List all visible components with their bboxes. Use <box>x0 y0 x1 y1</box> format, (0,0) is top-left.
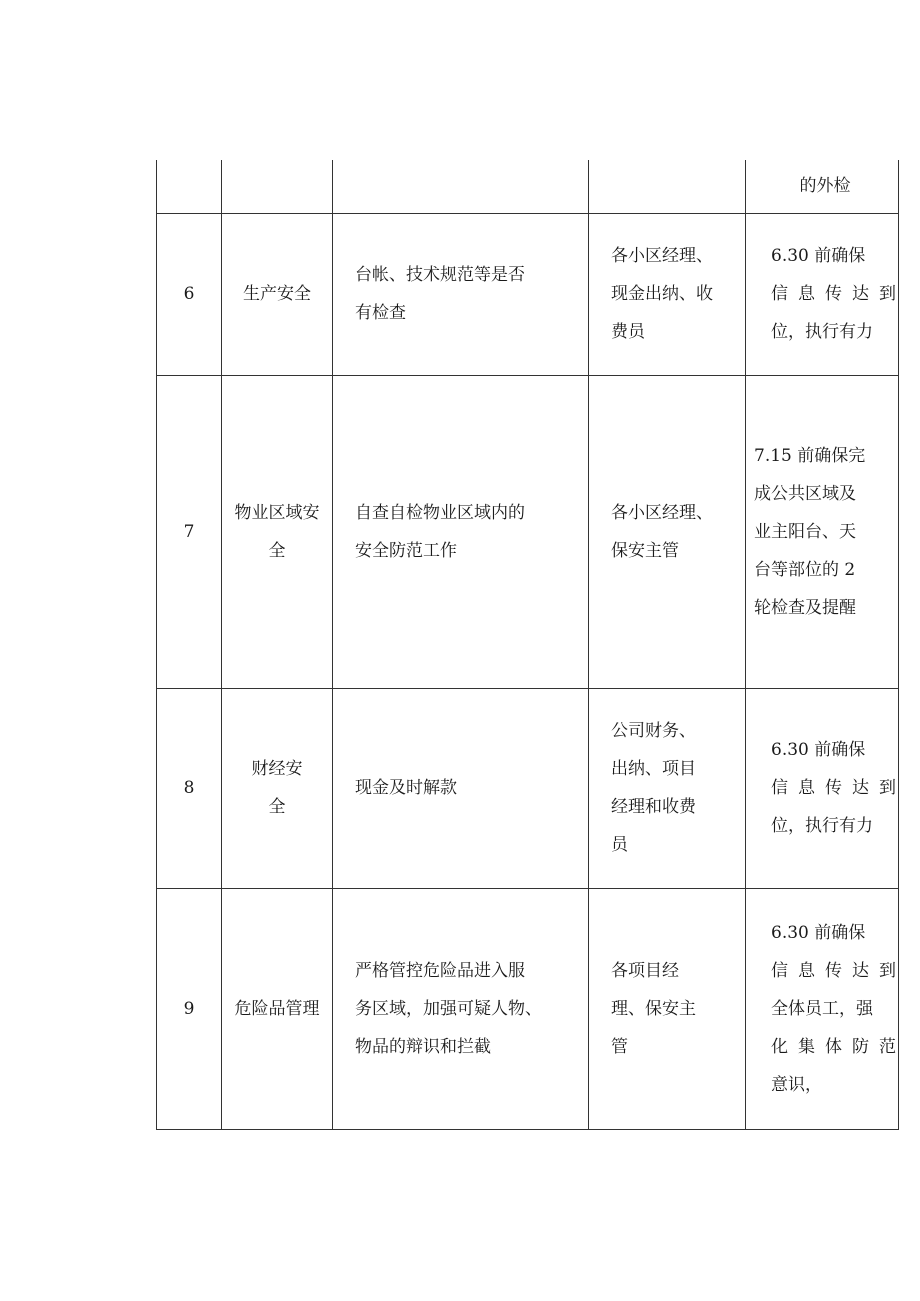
row-number: 6 <box>157 213 222 375</box>
responsible-line: 员 <box>611 835 628 855</box>
content-cell <box>333 213 589 375</box>
responsible-line: 保安主管 <box>611 540 679 561</box>
item-line: 危险品管理 <box>234 998 320 1019</box>
requirement-line: 台等部位的 2 <box>754 559 856 580</box>
responsible-cell <box>589 888 746 1129</box>
row-number: 9 <box>157 888 222 1129</box>
item-line: 生产安全 <box>243 284 311 304</box>
responsible-line: 各项目经 <box>611 960 679 981</box>
responsible-line: 理、保安主 <box>611 998 696 1019</box>
item-cell <box>222 375 333 688</box>
content-line: 台帐、技术规范等是否 <box>355 265 525 285</box>
content-cell <box>333 160 589 213</box>
item-line: 全 <box>268 540 286 561</box>
content-line: 自查自检物业区域内的 <box>355 502 525 523</box>
responsible-line: 出纳、项目 <box>611 759 696 779</box>
table-row <box>157 888 899 1129</box>
table-row <box>157 688 899 888</box>
item-line: 财经安 <box>251 759 303 779</box>
responsible-line: 经理和收费 <box>611 797 696 817</box>
requirement-line: 成公共区域及 <box>754 483 856 504</box>
content-cell <box>333 888 589 1129</box>
content-line: 安全防范工作 <box>355 540 457 561</box>
content-cell <box>333 375 589 688</box>
content-line: 有检查 <box>355 303 406 323</box>
row-number: 8 <box>157 688 222 888</box>
requirement-line: 全体员工，强 <box>771 998 873 1019</box>
requirement-line: 6.30 前确保 <box>771 246 866 266</box>
content-line: 务区域，加强可疑人物、 <box>355 998 542 1019</box>
table-row <box>157 160 899 213</box>
requirement-line: 轮检查及提醒 <box>754 597 856 618</box>
requirement-line: 信息传达到 <box>771 778 896 798</box>
responsible-cell <box>589 688 746 888</box>
requirement-line: 的外检 <box>799 176 851 197</box>
responsible-line: 各小区经理、 <box>611 502 713 523</box>
requirement-line: 意识， <box>771 1074 822 1095</box>
requirement-cell <box>746 688 899 888</box>
requirement-line: 位，执行有力 <box>771 816 873 836</box>
requirement-cell <box>746 375 899 688</box>
item-line: 物业区域安 <box>234 502 320 523</box>
table-row <box>157 375 899 688</box>
responsible-line: 各小区经理、 <box>611 246 713 266</box>
requirement-line: 信息传达到 <box>771 960 896 981</box>
content-cell <box>333 688 589 888</box>
requirement-cell <box>746 160 899 213</box>
responsible-cell <box>589 375 746 688</box>
item-cell <box>222 213 333 375</box>
responsible-cell <box>589 213 746 375</box>
responsible-line: 现金出纳、收 <box>611 284 713 304</box>
responsible-line: 费员 <box>611 322 645 342</box>
table-row <box>157 213 899 375</box>
safety-task-table <box>156 160 899 1130</box>
requirement-line: 信息传达到 <box>771 284 896 304</box>
requirement-line: 位，执行有力 <box>771 322 873 342</box>
requirement-line: 化集体防范 <box>771 1036 896 1057</box>
item-cell <box>222 160 333 213</box>
row-number <box>157 160 222 213</box>
responsible-line: 公司财务、 <box>611 721 696 741</box>
item-cell <box>222 888 333 1129</box>
content-line: 严格管控危险品进入服 <box>355 960 525 981</box>
content-line: 物品的辩识和拦截 <box>355 1036 491 1057</box>
item-cell <box>222 688 333 888</box>
requirement-cell <box>746 213 899 375</box>
row-number: 7 <box>157 375 222 688</box>
requirement-line: 业主阳台、天 <box>754 521 856 542</box>
item-line: 全 <box>268 797 286 817</box>
content-line: 现金及时解款 <box>355 778 457 798</box>
requirement-line: 6.30 前确保 <box>771 740 866 760</box>
responsible-cell <box>589 160 746 213</box>
requirement-cell <box>746 888 899 1129</box>
responsible-line: 管 <box>611 1036 628 1057</box>
requirement-line: 6.30 前确保 <box>771 922 866 943</box>
requirement-line: 7.15 前确保完 <box>754 445 866 466</box>
